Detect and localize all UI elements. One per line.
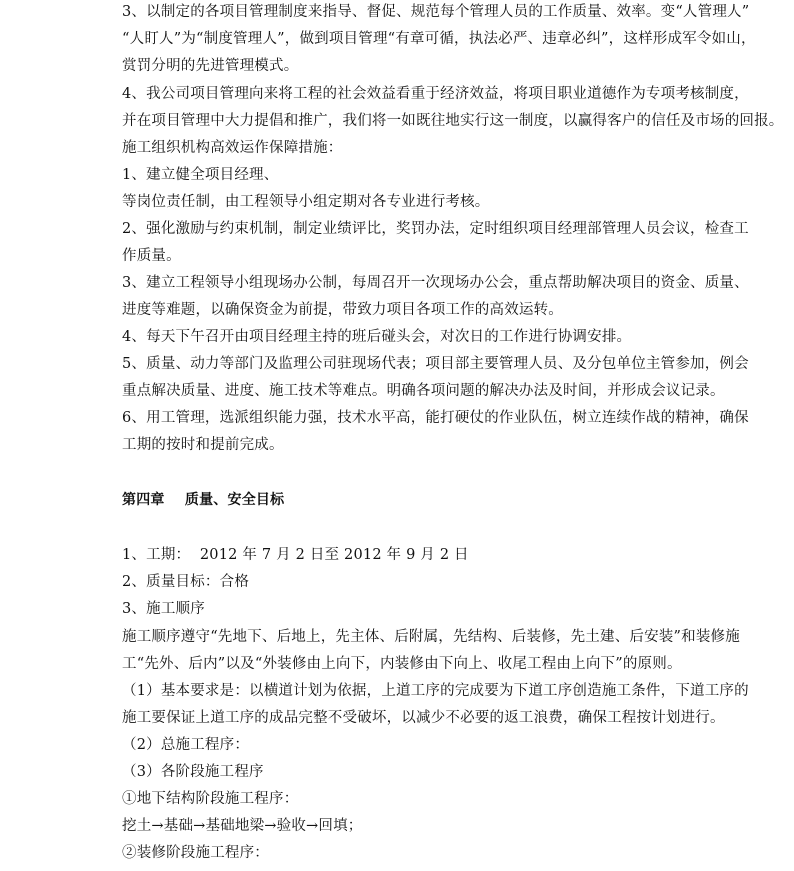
paragraph-line: 4、我公司项目管理向来将工程的社会效益看重于经济效益，将项目职业道德作为专项考核制度， (122, 86, 749, 102)
paragraph-line: 进度等难题，以确保资金为前提，带致力项目各项工作的高效运转。 (122, 302, 563, 318)
paragraph-line: 1、工期： 2012 年 7 月 2 日至 2012 年 9 月 2 日 (122, 547, 469, 563)
paragraph-line: 重点解决质量、进度、施工技术等难点。明确各项问题的解决办法及时间，并形成会议记录。 (122, 383, 725, 399)
paragraph-line: 并在项目管理中大力提倡和推广，我们将一如既往地实行这一制度，以赢得客户的信任及市场的回报。 (122, 113, 784, 129)
paragraph-line: 工期的按时和提前完成。 (122, 437, 284, 453)
paragraph-line: 2、强化激励与约束机制，制定业绩评比，奖罚办法，定时组织项目经理部管理人员会议，检查工 (122, 221, 749, 237)
paragraph-line: 施工要保证上道工序的成品完整不受破坏，以减少不必要的返工浪费，确保工程按计划进行。 (122, 710, 725, 726)
paragraph-line: 1、建立健全项目经理、 (122, 167, 279, 183)
paragraph-line: 挖土→基础→基础地梁→验收→回填； (122, 818, 363, 834)
paragraph-line: 2、质量目标：合格 (122, 574, 250, 590)
paragraph-line: 施工组织机构高效运作保障措施： (122, 140, 343, 156)
paragraph-line: 3、施工顺序 (122, 601, 205, 617)
paragraph-line: 4、每天下午召开由项目经理主持的班后碰头会，对次日的工作进行协调安排。 (122, 329, 632, 345)
paragraph-line: 3、以制定的各项目管理制度来指导、督促、规范每个管理人员的工作质量、效率。变“人管理人” (122, 4, 750, 20)
paragraph-line: 赏罚分明的先进管理模式。 (122, 58, 299, 74)
paragraph-line: 3、建立工程领导小组现场办公制，每周召开一次现场办公会，重点帮助解决项目的资金、质量、 (122, 275, 749, 291)
paragraph-line: （1）基本要求是：以横道计划为依据，上道工序的完成要为下道工序创造施工条件，下道工序的 (122, 683, 749, 699)
paragraph-line: 6、用工管理，选派组织能力强，技术水平高，能打硬仗的作业队伍，树立连续作战的精神，确保 (122, 410, 749, 426)
chapter-heading: 第四章 质量、安全目标 (122, 492, 285, 508)
paragraph-line: （3）各阶段施工程序 (122, 764, 264, 780)
paragraph-line: ①地下结构阶段施工程序： (122, 791, 299, 807)
paragraph-line: 等岗位责任制，由工程领导小组定期对各专业进行考核。 (122, 194, 490, 210)
paragraph-line: ②装修阶段施工程序： (122, 845, 269, 861)
paragraph-line: 作质量。 (122, 248, 181, 264)
paragraph-line: 5、质量、动力等部门及监理公司驻现场代表；项目部主要管理人员、及分包单位主管参加，例会 (122, 356, 749, 372)
paragraph-line: 施工顺序遵守“先地下、后地上，先主体、后附属，先结构、后装修，先土建、后安装”和装修施 (122, 629, 740, 645)
paragraph-line: 工“先外、后内”以及“外装修由上向下，内装修由下向上、收尾工程由上向下”的原则。 (122, 656, 682, 672)
paragraph-line: （2）总施工程序： (122, 737, 250, 753)
paragraph-line: “人盯人”为“制度管理人”，做到项目管理“有章可循，执法必严、违章必纠”，这样形成军令如山， (122, 31, 756, 47)
